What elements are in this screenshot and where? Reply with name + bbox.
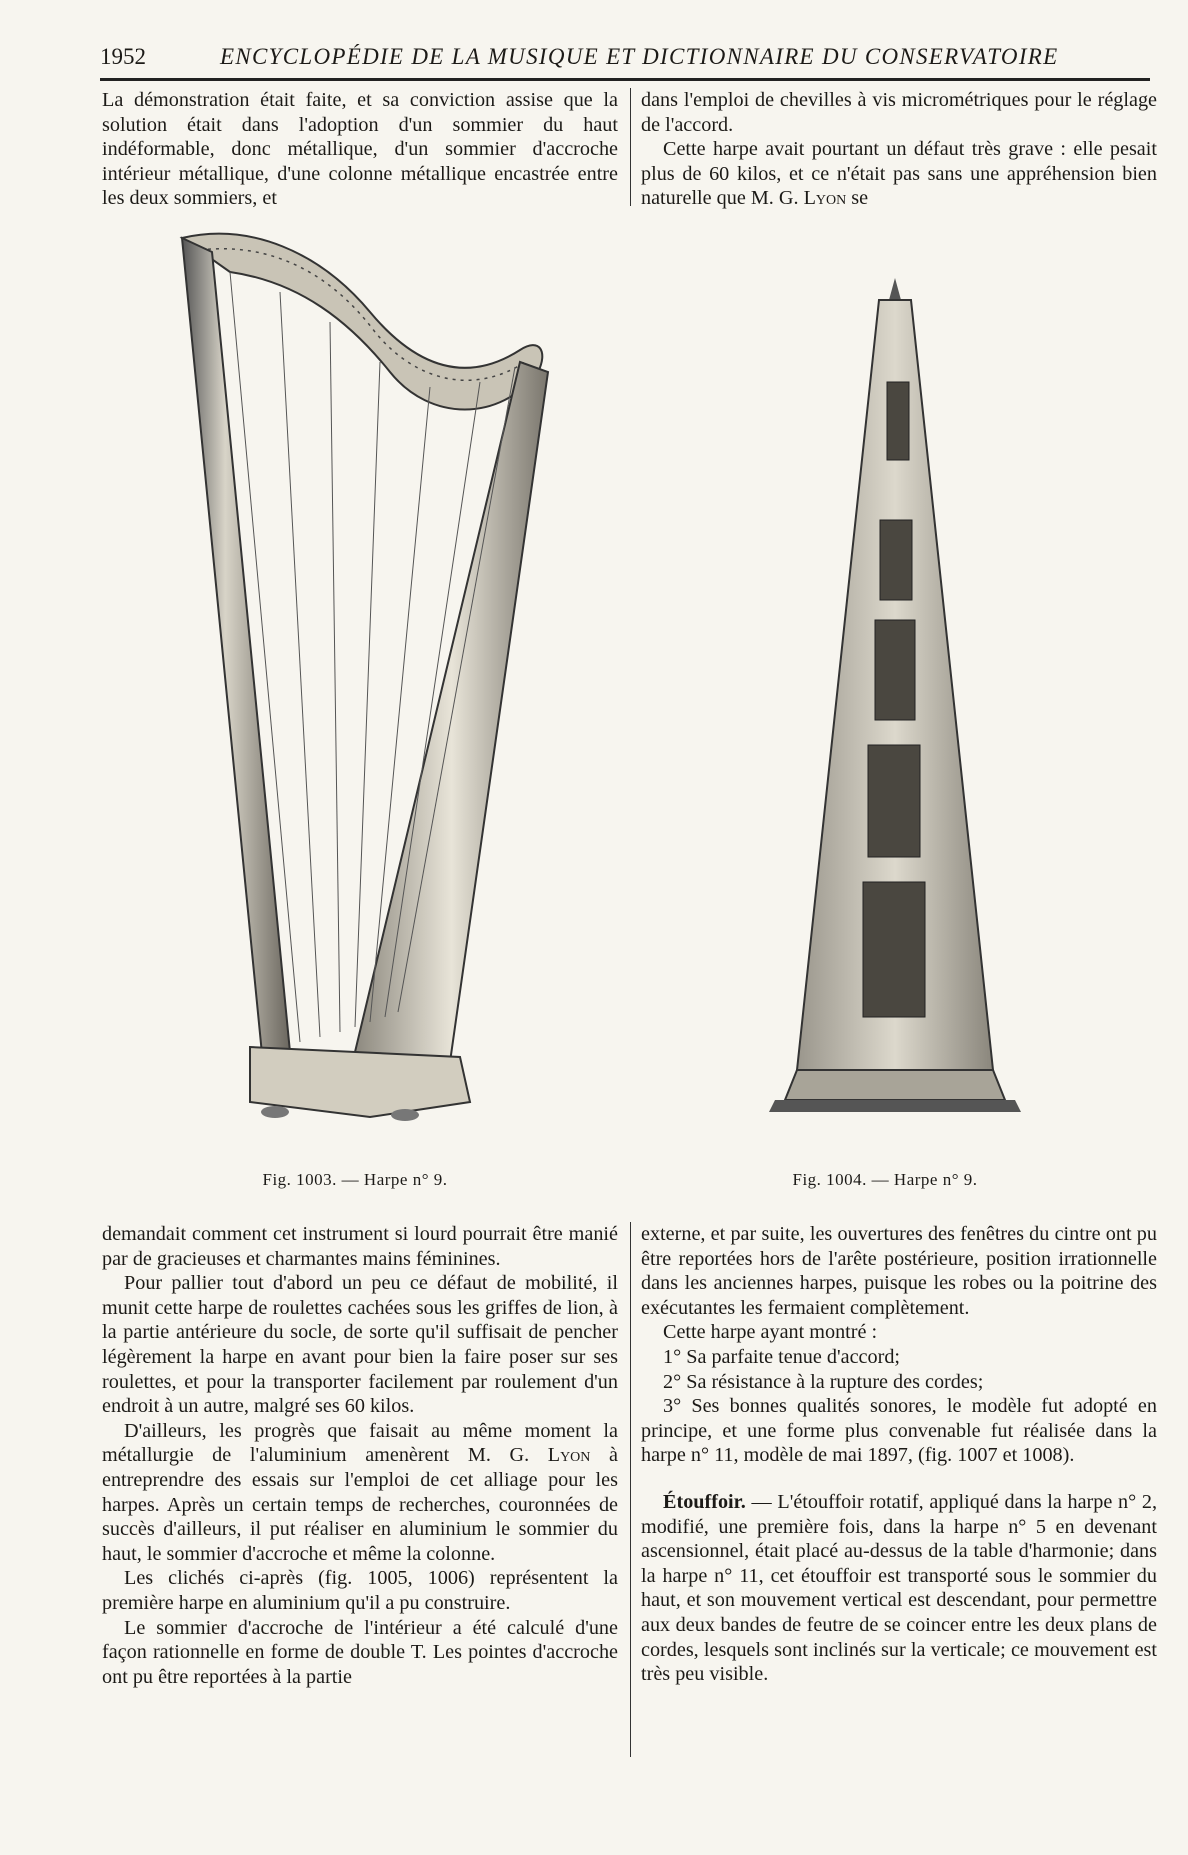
bottom-left-column <box>102 1222 618 1689</box>
page-header <box>100 44 1150 81</box>
paragraph: demandait comment cet instrument si lourd pourrait être manié par de gracieuses et charmantes mains féminines. <box>102 1223 618 1270</box>
text-run: D'ailleurs, les progrès que faisait au même moment la métallurgie de l'aluminium amenèrent M. G. <box>102 1419 618 1467</box>
paragraph: dans l'emploi de chevilles à vis micrométriques pour le réglage de l'accord. <box>641 89 1157 136</box>
column-divider-top <box>630 88 631 206</box>
list-item: 2° Sa résistance à la rupture des cordes; <box>663 1370 984 1393</box>
bottom-right-column <box>641 1222 1157 1687</box>
list-item: 3° Ses bonnes qualités sonores, le modèle fut adopté en principe, et une forme plus convenable fut réalisée dans la harpe n° 11, modèle de mai 1897, (fig. 1007 et 1008). <box>641 1395 1157 1467</box>
paragraph: Le sommier d'accroche de l'intérieur a été calculé d'une façon rationnelle en forme de double T. Les pointes d'accroche ont pu être reportées à la partie <box>102 1616 618 1688</box>
paragraph: La démonstration était faite, et sa conviction assise que la solution était dans l'adoption d'un sommier du haut indéformable, donc métallique, d'un sommier d'accroche intérieur métallique, d'une colonne métallique encastrée entre les deux sommiers, et <box>102 89 618 210</box>
page-number: 1952 <box>100 44 146 69</box>
text-run: — L'étouffoir rotatif, appliqué dans la harpe n° 2, modifié, une première fois, dans la harpe n° 5 en devenant ascensionnel, était placé au-dessus de la table d'harmonie; dans la harpe n° 11, cet étouffoir est transporté sous le sommier du haut, et son mouvement vertical est descendant, pour permettre aux deux bandes de feutre de se coincer entre les deux plans de cordes, lesquels sont inclinés sur la verticale; ce mouvement est très peu visible. <box>641 1490 1157 1686</box>
harp-back-illustration <box>755 270 1035 1130</box>
running-title: ENCYCLOPÉDIE DE LA MUSIQUE ET DICTIONNAIRE DU CONSERVATOIRE <box>220 44 1059 69</box>
top-right-column <box>641 88 1157 211</box>
column-divider-bottom <box>630 1222 631 1757</box>
top-left-column <box>102 88 618 211</box>
text-run: Cette harpe avait pourtant un défaut très grave : elle pesait plus de 60 kilos, et ce n'était pas sans une appréhension bien naturelle que M. G. <box>641 138 1157 210</box>
person-name: Lyon <box>803 187 847 210</box>
figure-caption: Fig. 1004. — Harpe n° 9. <box>792 1170 978 1189</box>
harp-side-illustration <box>170 222 650 1127</box>
person-name: Lyon <box>547 1444 591 1467</box>
text-run: à entreprendre des essais sur l'emploi de cet alliage pour les harpes. Après un certain temps de recherches, couronnées de succès d'ailleurs, il put réaliser en aluminium le sommier du haut, le sommier d'accroche et même la colonne. <box>102 1444 618 1565</box>
text-run: se <box>846 187 869 210</box>
paragraph: Les clichés ci-après (fig. 1005, 1006) représentent la première harpe en aluminium qu'il a pu construire. <box>102 1567 618 1614</box>
figure-caption: Fig. 1003. — Harpe n° 9. <box>262 1170 448 1189</box>
paragraph <box>102 1419 618 1567</box>
paragraph <box>641 137 1157 211</box>
paragraph: Pour pallier tout d'abord un peu ce défaut de mobilité, il munit cette harpe de roulettes cachées sous les griffes de lion, à la partie antérieure du socle, de sorte qu'il suffisait de pencher légèrement la harpe en avant pour bien la faire poser sur ses roulettes, et pour la transporter facilement par roulement d'un endroit à un autre, malgré ses 60 kilos. <box>102 1272 618 1418</box>
list-item: 1° Sa parfaite tenue d'accord; <box>663 1345 901 1368</box>
section-heading: Étouffoir. <box>663 1490 746 1513</box>
paragraph <box>641 1490 1157 1687</box>
paragraph: externe, et par suite, les ouvertures des fenêtres du cintre ont pu être reportées hors de l'arête postérieure, position irrationnelle dans les anciennes harpes, puisque les robes ou la poitrine des exécutantes les fermaient complètement. <box>641 1223 1157 1319</box>
paragraph: Cette harpe ayant montré : <box>663 1321 878 1344</box>
